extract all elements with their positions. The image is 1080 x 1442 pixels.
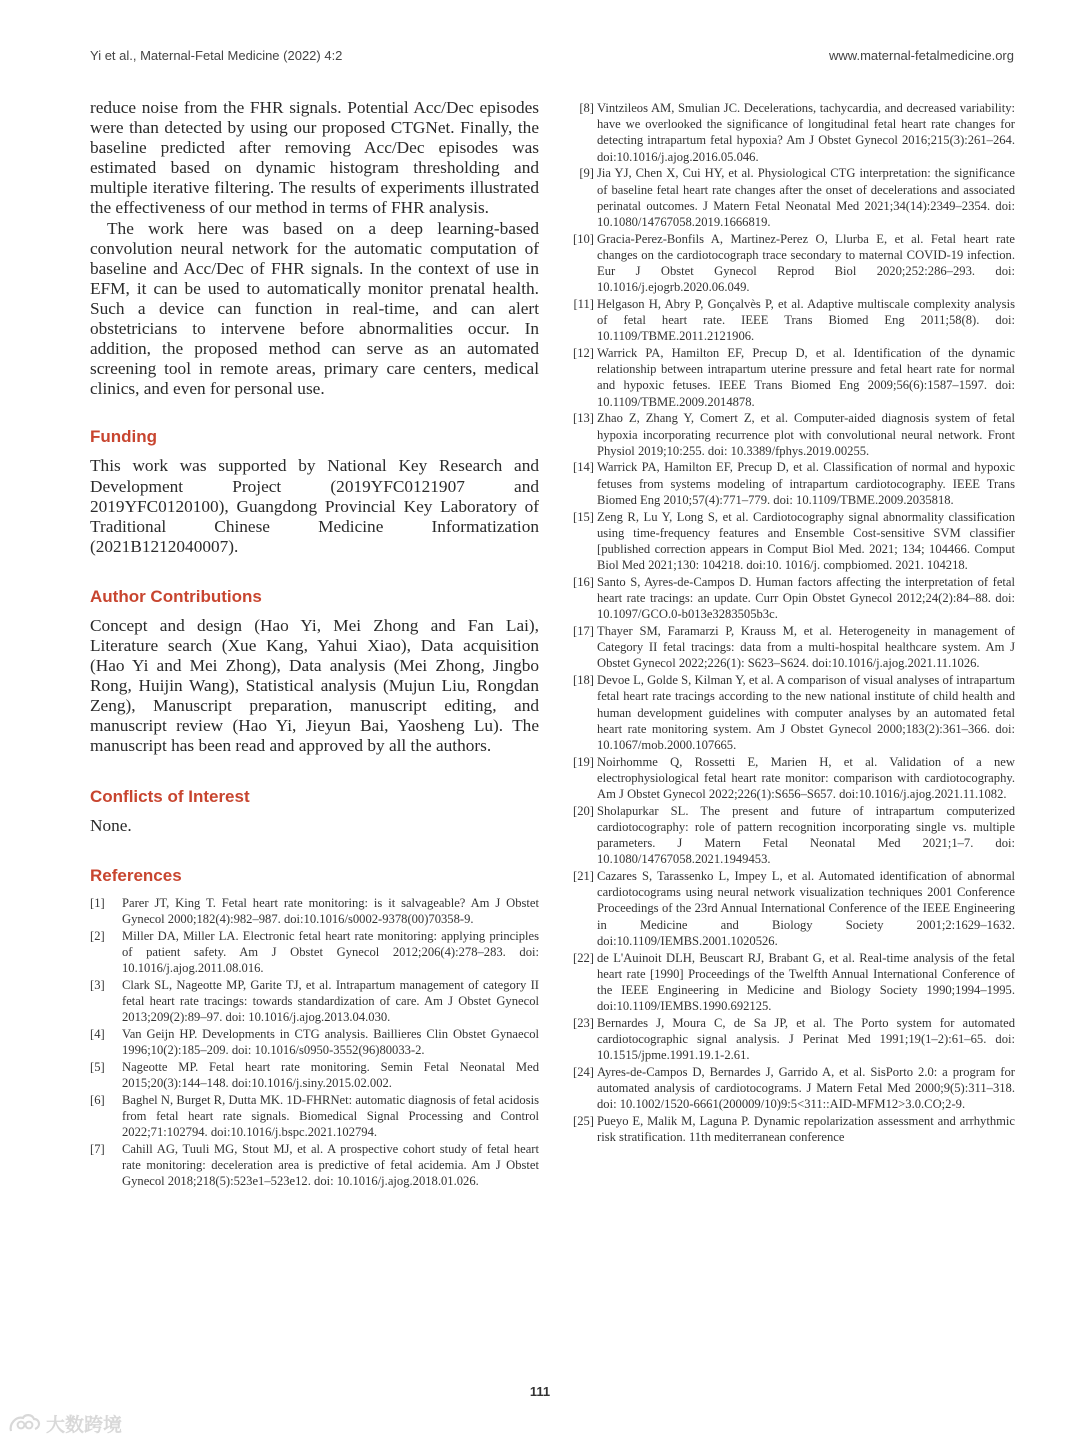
reference-item: [14] Warrick PA, Hamilton EF, Precup D, et al. Classification of normal and hypoxic fetuses from systems modeling of intrapartum cardiotocography. IEEE Trans Biomed Eng 2010;57(4):771–779. doi: 10.1109/TBME.2009.2035818. (573, 460, 1015, 507)
references-heading: References (90, 865, 182, 885)
body-paragraph-2: The work here was based on a deep learning-based convolution neural network for the automatic computation of baseline and Acc/Dec of FHR signals. In the context of use in EFM, it can be used to automatically monitor prenatal health. Such a device can function in real-time, and can alert obstetricians to intervene before abnormalities occur. In addition, the proposed method can serve as an automated screening tool in remote areas, primary care centers, medical clinics, and even for personal use. (90, 218, 539, 399)
reference-item: [13] Zhao Z, Zhang Y, Comert Z, et al. Computer-aided diagnosis system of fetal hypoxia incorporating recurrence plot with convolutional neural network. Front Physiol 2019;10:255. doi: 10.3389/fphys.2019.00255. (573, 411, 1015, 458)
reference-item: [5] Nageotte MP. Fetal heart rate monitoring. Semin Fetal Neonatal Med 2015;20(3):144–148. doi:10.1016/j.siny.2015.02.002. (90, 1059, 539, 1090)
reference-item: [19] Noirhomme Q, Rossetti E, Marien H, et al. Validation of a new electrophysiological fetal heart rate monitor: comparison with cardiotocography. Am J Obstet Gynecol 2022;226(1):S656–S657. doi:10.1016/j.ajog.2021.11.1082. (573, 754, 1015, 802)
reference-item: [16] Santo S, Ayres-de-Campos D. Human factors affecting the interpretation of fetal heart rate tracings: an update. Curr Opin Obstet Gynecol 2012;24(2):84–88. doi: 10.1097/GCO.0-b013e3283505b3c. (573, 574, 1015, 622)
reference-item: [3] Clark SL, Nageotte MP, Garite TJ, et al. Intrapartum management of category II fetal heart rate tracings: towards standardization of care. Am J Obstet Gynecol 2013;209(2):89–97. doi: 10.1016/j.ajog.2013.04.030. (90, 977, 539, 1025)
reference-item: [22] de L'Auinoit DLH, Beuscart RJ, Brabant G, et al. Real-time analysis of the fetal heart rate [1990] Proceedings of the Twelfth Annual International Conference of the IEEE Engineering in Medicine and Biology Society 1990;1994–1995. doi:10.1109/IEMBS.1990.692125. (573, 950, 1015, 1014)
journal-website: www.maternal-fetalmedicine.org (829, 48, 1014, 63)
funding-text: This work was supported by National Key Research and Development Project (2019YFC0121907 and 2019YFC0120100), Guangdong Provincial Key Laboratory of Traditional Chinese Medicine Informatization (2021B1212040007). (90, 456, 539, 556)
reference-item: [10] Gracia-Perez-Bonfils A, Martinez-Perez O, Llurba E, et al. Fetal heart rate changes on the cardiotocograph trace secondary to maternal COVID-19 infection. Eur J Obstet Gynecol Reprod Biol 2020;252:286–293. doi: 10.1016/j.ejogrb.2020.06.049. (573, 231, 1015, 295)
right-column (566, 100, 1015, 1146)
journal-citation: Yi et al., Maternal-Fetal Medicine (2022) 4:2 (90, 48, 343, 63)
watermark (8, 1410, 122, 1436)
reference-item: [11] Helgason H, Abry P, Gonçalvès P, et al. Adaptive multiscale complexity analysis of fetal heart rate. IEEE Trans Biomed Eng 2011;58(8). doi: 10.1109/TBME.2011.2121906. (573, 296, 1015, 344)
reference-item: [1] Parer JT, King T. Fetal heart rate monitoring: is it salvageable? Am J Obstet Gynecol 2000;182(4):982–987. doi:10.1016/s0002-9378(00)70358-9. (90, 895, 539, 926)
reference-item: [15] Zeng R, Lu Y, Long S, et al. Cardiotocography signal abnormality classification using time-frequency features and Ensemble Cost-sensitive SVM classifier [published correction appears in Comput Biol Med. 2021; 134; 104466. Comput Biol Med 2021;130: 104218. doi:10. 1016/j. compbiomed. 2021. 104218. (573, 509, 1015, 573)
reference-item: [9] Jia YJ, Chen X, Cui HY, et al. Physiological CTG interpretation: the significance of baseline fetal heart rate changes after the onset of decelerations and associated perinatal outcomes. J Matern Fetal Neonatal Med 2021;34(14):2349–2354. doi: 10.1080/14767058.2019.1666819. (579, 166, 1015, 229)
watermark-text: 大数跨境 (46, 1413, 123, 1436)
reference-item: [21] Cazares S, Tarassenko L, Impey L, et al. Automated identification of abnormal cardiotocograms using neural network visualization techniques 2001 Conference Proceedings of the 23rd Annual International Conference of the IEEE Engineering in Medicine and Biology Society 2001;2:1629–1632. doi:10.1109/IEMBS.2001.1020526. (573, 869, 1015, 948)
page-header (90, 48, 1014, 68)
reference-item: [24] Ayres-de-Campos D, Bernardes J, Garrido A, et al. SisPorto 2.0: a program for automated analysis of cardiotocograms. J Matern Fetal Med 2000;9(5):311–318. doi: 10.1002/1520-6661(200009/10)9:5<311::AID-MFM12>3.0.CO;2-9. (573, 1064, 1015, 1112)
reference-item: [20] Sholapurkar SL. The present and future of intrapartum computerized cardiotocography: role of pattern recognition incorporating single vs. multiple parameters. J Matern Fetal Neonatal Med 2021;1–7. doi: 10.1080/14767058.2021.1949453. (573, 803, 1015, 867)
reference-item: [18] Devoe L, Golde S, Kilman Y, et al. A comparison of visual analyses of intrapartum fetal heart rate tracings according to the new national institute of child health and human development guidelines with computer analyses by an automated fetal heart rate monitoring system. Am J Obstet Gynecol 2000;183(2):361–366. doi: 10.1067/mob.2000.107665. (573, 673, 1015, 752)
reference-item: [8] Vintzileos AM, Smulian JC. Decelerations, tachycardia, and decreased variability: have we overlooked the significance of longitudinal fetal heart rate changes for detecting intrapartum fetal hypoxia? Am J Obstet Gynecol 2016;215(3):261–264. doi:10.1016/j.ajog.2016.05.046. (579, 101, 1015, 164)
reference-item: [17] Thayer SM, Faramarzi P, Krauss M, et al. Heterogeneity in management of Category II fetal tracings: data from a multi-hospital healthcare system. Am J Obstet Gynecol 2022;226(1): S623–S624. doi:10.1016/j.ajog.2021.11.1026. (573, 624, 1015, 671)
page-number: 111 (529, 1384, 551, 1399)
reference-item: [7] Cahill AG, Tuuli MG, Stout MJ, et al. A prospective cohort study of fetal heart rate monitoring: deceleration area is predictive of fetal acidemia. Am J Obstet Gynecol 2018;218(5):523e1–523e12. doi: 10.1016/j.ajog.2018.01.026. (90, 1141, 539, 1189)
funding-heading: Funding (90, 427, 158, 447)
reference-item: [6] Baghel N, Burget R, Dutta MK. 1D-FHRNet: automatic diagnosis of fetal acidosis from fetal heart rate signals. Biomedical Signal Processing and Control 2022;71:102794. doi:10.1016/j.bspc.2021.102794. (90, 1092, 539, 1139)
reference-item: [4] Van Geijn HP. Developments in CTG analysis. Baillieres Clin Obstet Gynaecol 1996;10(2):185–209. doi: 10.1016/s0950-3552(96)80033-2. (90, 1026, 539, 1057)
author-contributions-text: Concept and design (Hao Yi, Mei Zhong and Fan Lai), Literature search (Xue Kang, Yahui Xiao), Data acquisition (Hao Yi and Mei Zhong), Data analysis (Mei Zhong, Jingbo Rong, Huijin Wang), Statistical analysis (Mujun Liu, Rongdan Zeng), Manuscript preparation, manuscript editing, and manuscript review (Hao Yi, Jieyun Bai, Yaosheng Lu). The manuscript has been read and approved by all the authors. (90, 615, 539, 756)
reference-list-left (90, 895, 539, 1190)
left-column (90, 98, 539, 1190)
reference-list-right (566, 100, 1015, 1146)
conflicts-text: None. (90, 815, 132, 835)
body-paragraph-1: reduce noise from the FHR signals. Potential Acc/Dec episodes were than detected by using our proposed CTGNet. Finally, the baseline predicted after removing Acc/Dec episodes was estimated based on dynamic histogram thresholding and multiple iterative filtering. The results of experiments illustrated the effectiveness of our method in terms of FHR analysis. (90, 98, 539, 218)
reference-item: [25] Pueyo E, Malik M, Laguna P. Dynamic repolarization assessment and arrhythmic risk stratification. 11th mediterranean conference (573, 1114, 1015, 1145)
reference-item: [23] Bernardes J, Moura C, de Sa JP, et al. The Porto system for automated cardiotocographic signal analysis. J Perinat Med 1991;19(1–2):61–65. doi: 10.1515/jpme.1991.19.1-2.61. (573, 1015, 1015, 1063)
reference-item: [12] Warrick PA, Hamilton EF, Precup D, et al. Identification of the dynamic relationship between intrapartum uterine pressure and fetal heart rate for normal and hypoxic fetuses. IEEE Trans Biomed Eng 2009;56(6):1587–1597. doi: 10.1109/TBME.2009.2014878. (573, 346, 1015, 409)
logo-icon (8, 1412, 42, 1434)
conflicts-heading: Conflicts of Interest (90, 786, 250, 806)
author-contributions-heading: Author Contributions (90, 586, 262, 606)
reference-item: [2] Miller DA, Miller LA. Electronic fetal heart rate monitoring: applying principles of patient safety. Am J Obstet Gynecol 2012;206(4):278–283. doi: 10.1016/j.ajog.2011.08.016. (90, 928, 539, 975)
